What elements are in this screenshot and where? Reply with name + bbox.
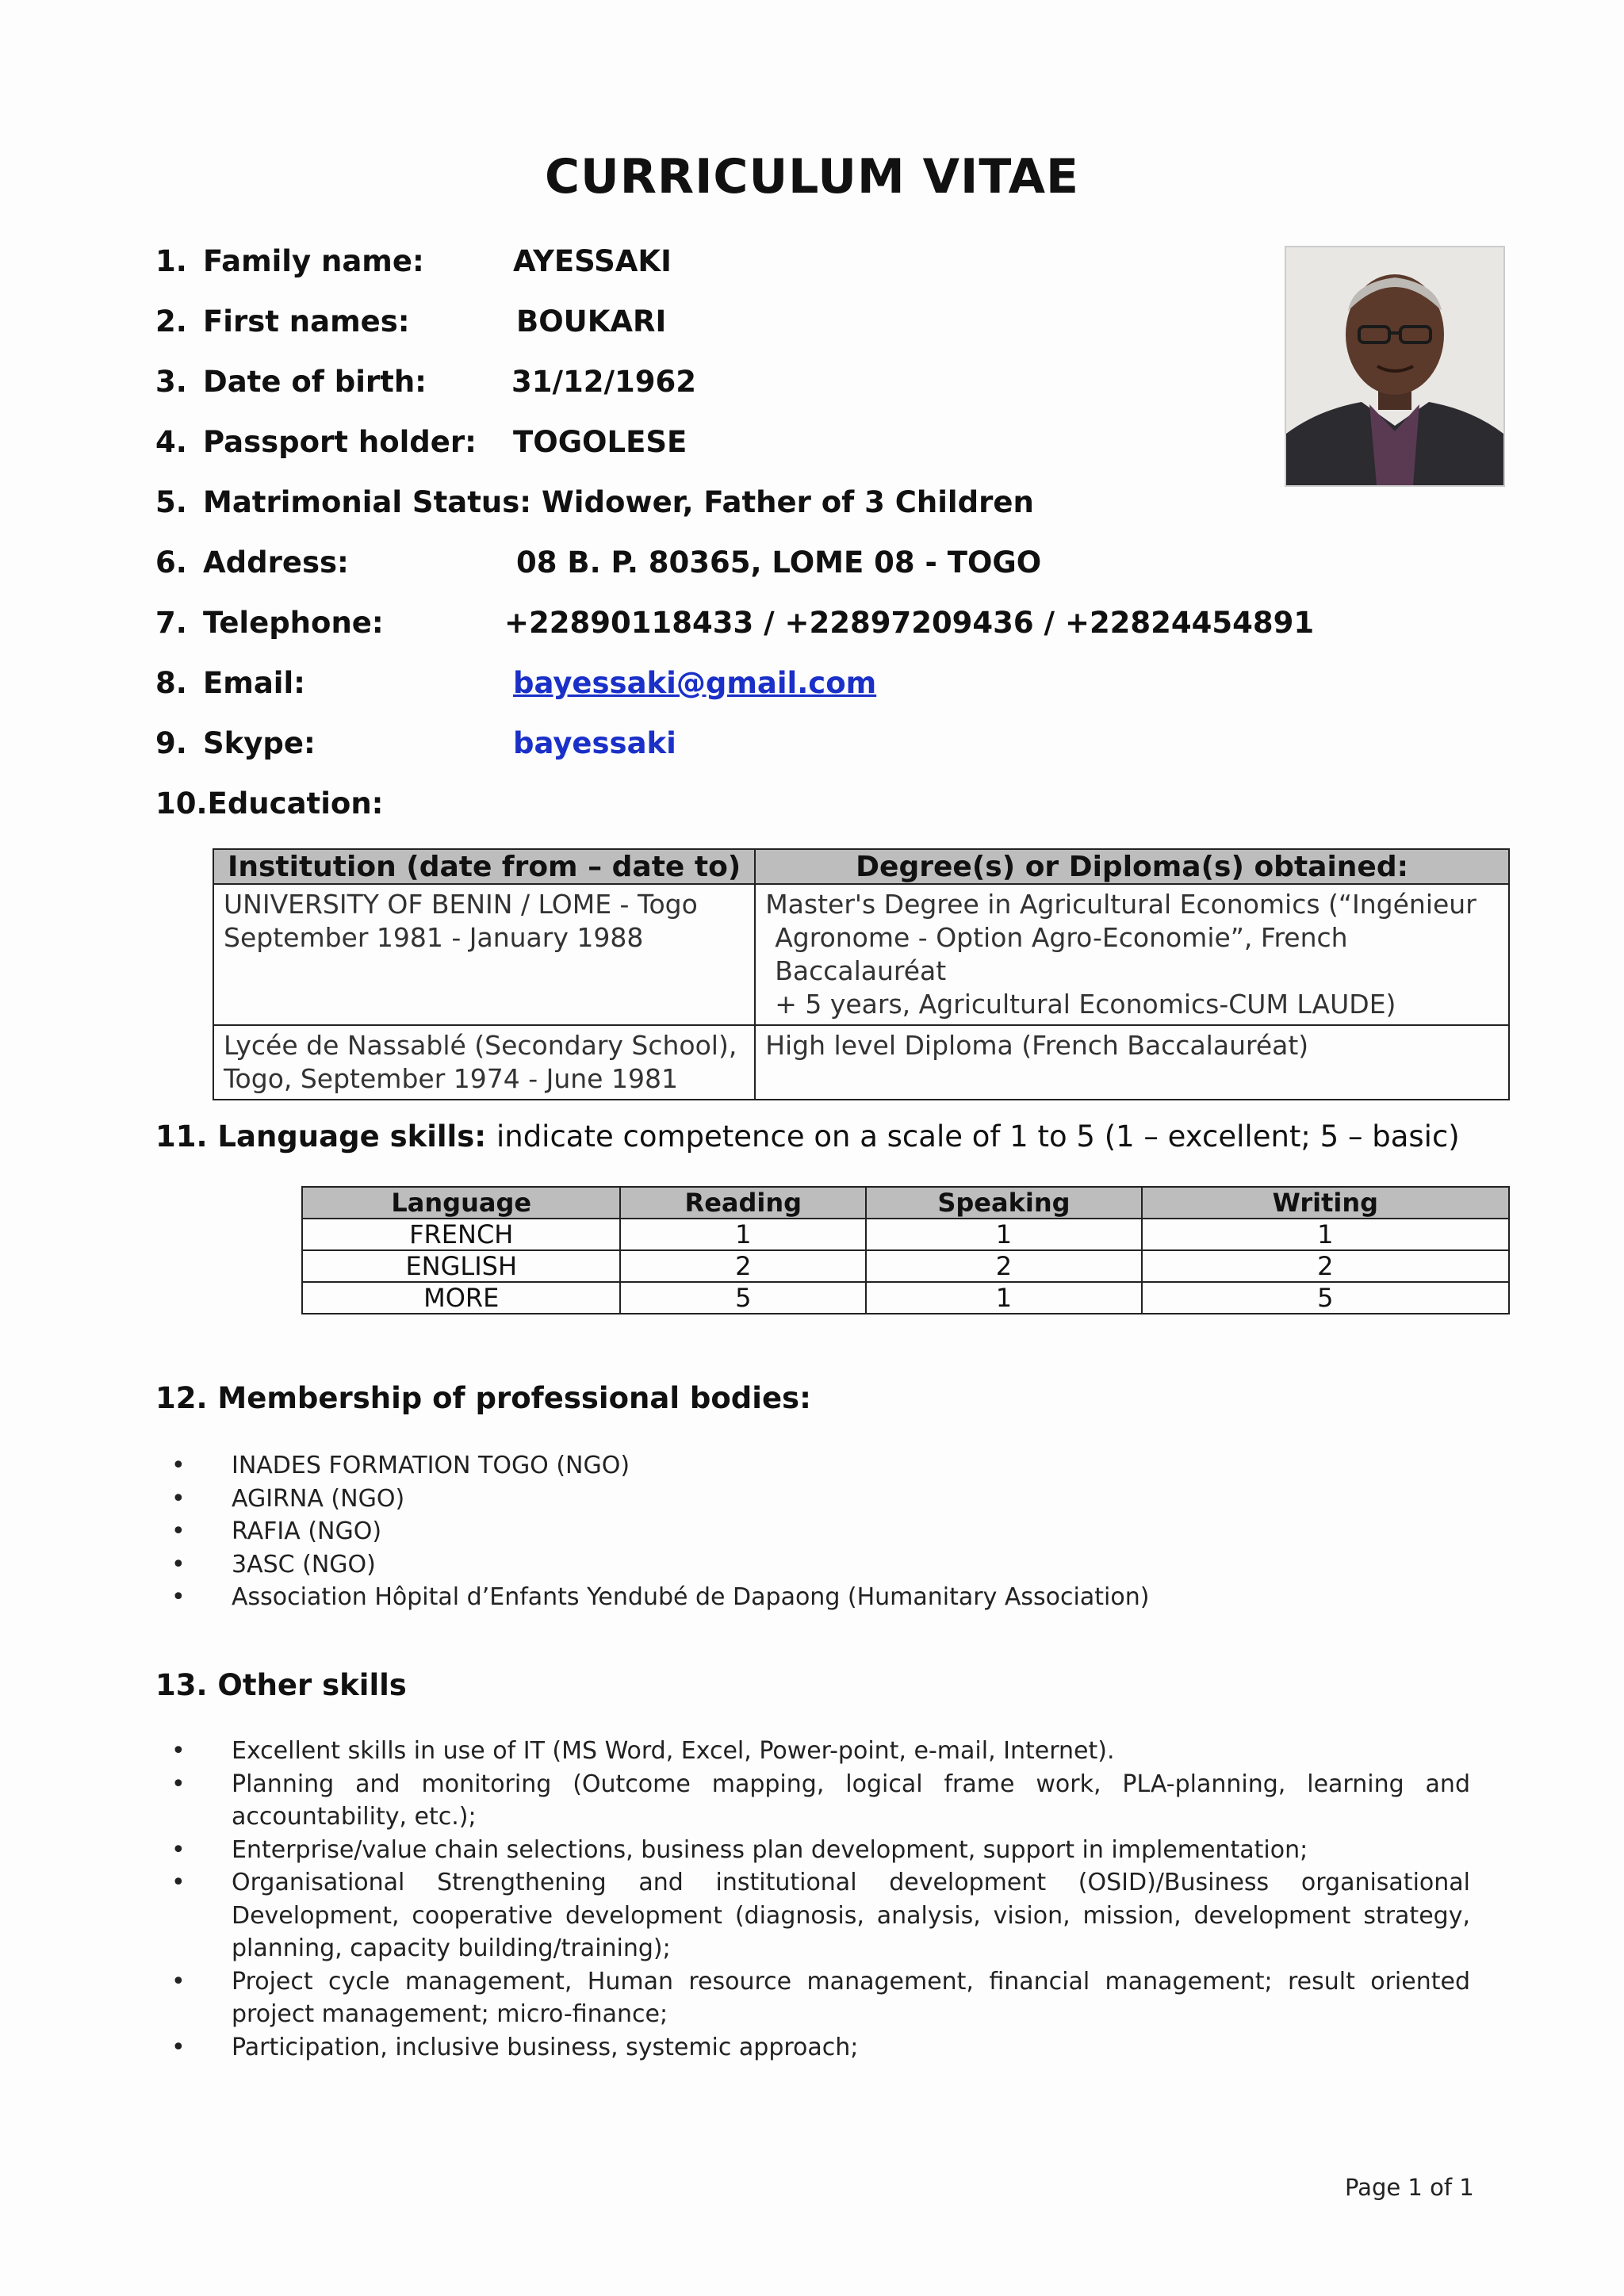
list-item: • Participation, inclusive business, systemic approach;	[167, 2031, 1470, 2064]
passport-holder-value: TOGOLESE	[513, 425, 688, 459]
date-of-birth-field: 3. Date of birth: 31/12/1962	[155, 365, 696, 399]
first-names-value: BOUKARI	[516, 304, 667, 339]
language-table	[301, 1186, 1510, 1314]
degree-cell: Master's Degree in Agricultural Economics (“Ingénieur Agronome - Option Agro-Economie”, French Baccalauréat + 5 years, Agricultural Economics-CUM LAUDE)	[755, 884, 1509, 1025]
family-name-value: AYESSAKI	[513, 244, 672, 278]
degree-header: Degree(s) or Diploma(s) obtained:	[755, 849, 1509, 884]
page-title: CURRICULUM VITAE	[544, 149, 1080, 205]
language-scale-note: indicate competence on a scale of 1 to 5 (1 – excellent; 5 – basic)	[496, 1119, 1460, 1154]
other-skills-list	[167, 1735, 1470, 2064]
email-field: 8. Email: bayessaki@gmail.com	[155, 666, 877, 700]
table-row	[213, 1025, 1509, 1100]
table-row	[213, 884, 1509, 1025]
list-item: • Planning and monitoring (Outcome mapping, logical frame work, PLA-planning, learning and accountability, etc.);	[167, 1768, 1470, 1834]
address-value: 08 B. P. 80365, LOME 08 - TOGO	[516, 545, 1042, 580]
language-header-row: Language Reading Speaking Writing	[302, 1187, 1509, 1219]
email-link[interactable]: bayessaki@gmail.com	[513, 666, 877, 700]
degree-cell: High level Diploma (French Baccalauréat)	[755, 1025, 1509, 1100]
profile-photo	[1285, 246, 1505, 487]
skype-value: bayessaki	[513, 726, 676, 760]
matrimonial-status-field: 5. Matrimonial Status: Widower, Father of 3 Children	[155, 485, 1034, 519]
first-names-field: 2. First names: BOUKARI	[155, 304, 667, 339]
institution-header: Institution (date from – date to)	[213, 849, 755, 884]
address-field: 6. Address: 08 B. P. 80365, LOME 08 - TOGO	[155, 545, 1042, 580]
telephone-value: +22890118433 / +22897209436 / +22824454891	[504, 606, 1315, 640]
skype-field: 9. Skype: bayessaki	[155, 726, 676, 760]
family-name-field: 1. Family name: AYESSAKI	[155, 244, 672, 278]
institution-cell: Lycée de Nassablé (Secondary School), Togo, September 1974 - June 1981	[213, 1025, 755, 1100]
list-item: • Organisational Strengthening and institutional development (OSID)/Business organisational Development, cooperative development (diagnosis, analysis, vision, mission, development strategy, planning, capacity building/training);	[167, 1866, 1470, 1965]
education-table	[213, 848, 1510, 1100]
language-skills-heading: 11. Language skills: indicate competence on a scale of 1 to 5 (1 – excellent; 5 – basic)	[155, 1119, 1460, 1154]
membership-list	[167, 1449, 1149, 1614]
matrimonial-status-value: Widower, Father of 3 Children	[541, 485, 1034, 519]
institution-cell: UNIVERSITY OF BENIN / LOME - Togo September 1981 - January 1988	[213, 884, 755, 1025]
table-row: MORE 5 1 5	[302, 1282, 1509, 1314]
list-item: • Association Hôpital d’Enfants Yendubé de Dapaong (Humanitary Association)	[167, 1581, 1149, 1614]
list-item: • Project cycle management, Human resource management, financial management; result oriented project management; micro-finance;	[167, 1965, 1470, 2031]
passport-holder-field: 4. Passport holder: TOGOLESE	[155, 425, 688, 459]
list-item: • Excellent skills in use of IT (MS Word, Excel, Power-point, e-mail, Internet).	[167, 1735, 1470, 1768]
list-item: • Enterprise/value chain selections, business plan development, support in implementation;	[167, 1834, 1470, 1867]
telephone-field: 7. Telephone: +22890118433 / +22897209436 / +22824454891	[155, 606, 1315, 640]
person-photo-icon	[1286, 247, 1503, 485]
education-header-row	[213, 849, 1509, 884]
date-of-birth-value: 31/12/1962	[511, 365, 696, 399]
table-row: FRENCH 1 1 1	[302, 1219, 1509, 1250]
other-skills-heading: 13. Other skills	[155, 1668, 407, 1702]
list-item: • RAFIA (NGO)	[167, 1515, 1149, 1548]
page-number: Page 1 of 1	[1345, 2174, 1474, 2201]
list-item: • AGIRNA (NGO)	[167, 1483, 1149, 1516]
list-item: • INADES FORMATION TOGO (NGO)	[167, 1449, 1149, 1483]
list-item: • 3ASC (NGO)	[167, 1548, 1149, 1582]
membership-heading: 12. Membership of professional bodies:	[155, 1381, 811, 1415]
education-heading: 10.Education:	[155, 786, 384, 821]
table-row: ENGLISH 2 2 2	[302, 1250, 1509, 1282]
